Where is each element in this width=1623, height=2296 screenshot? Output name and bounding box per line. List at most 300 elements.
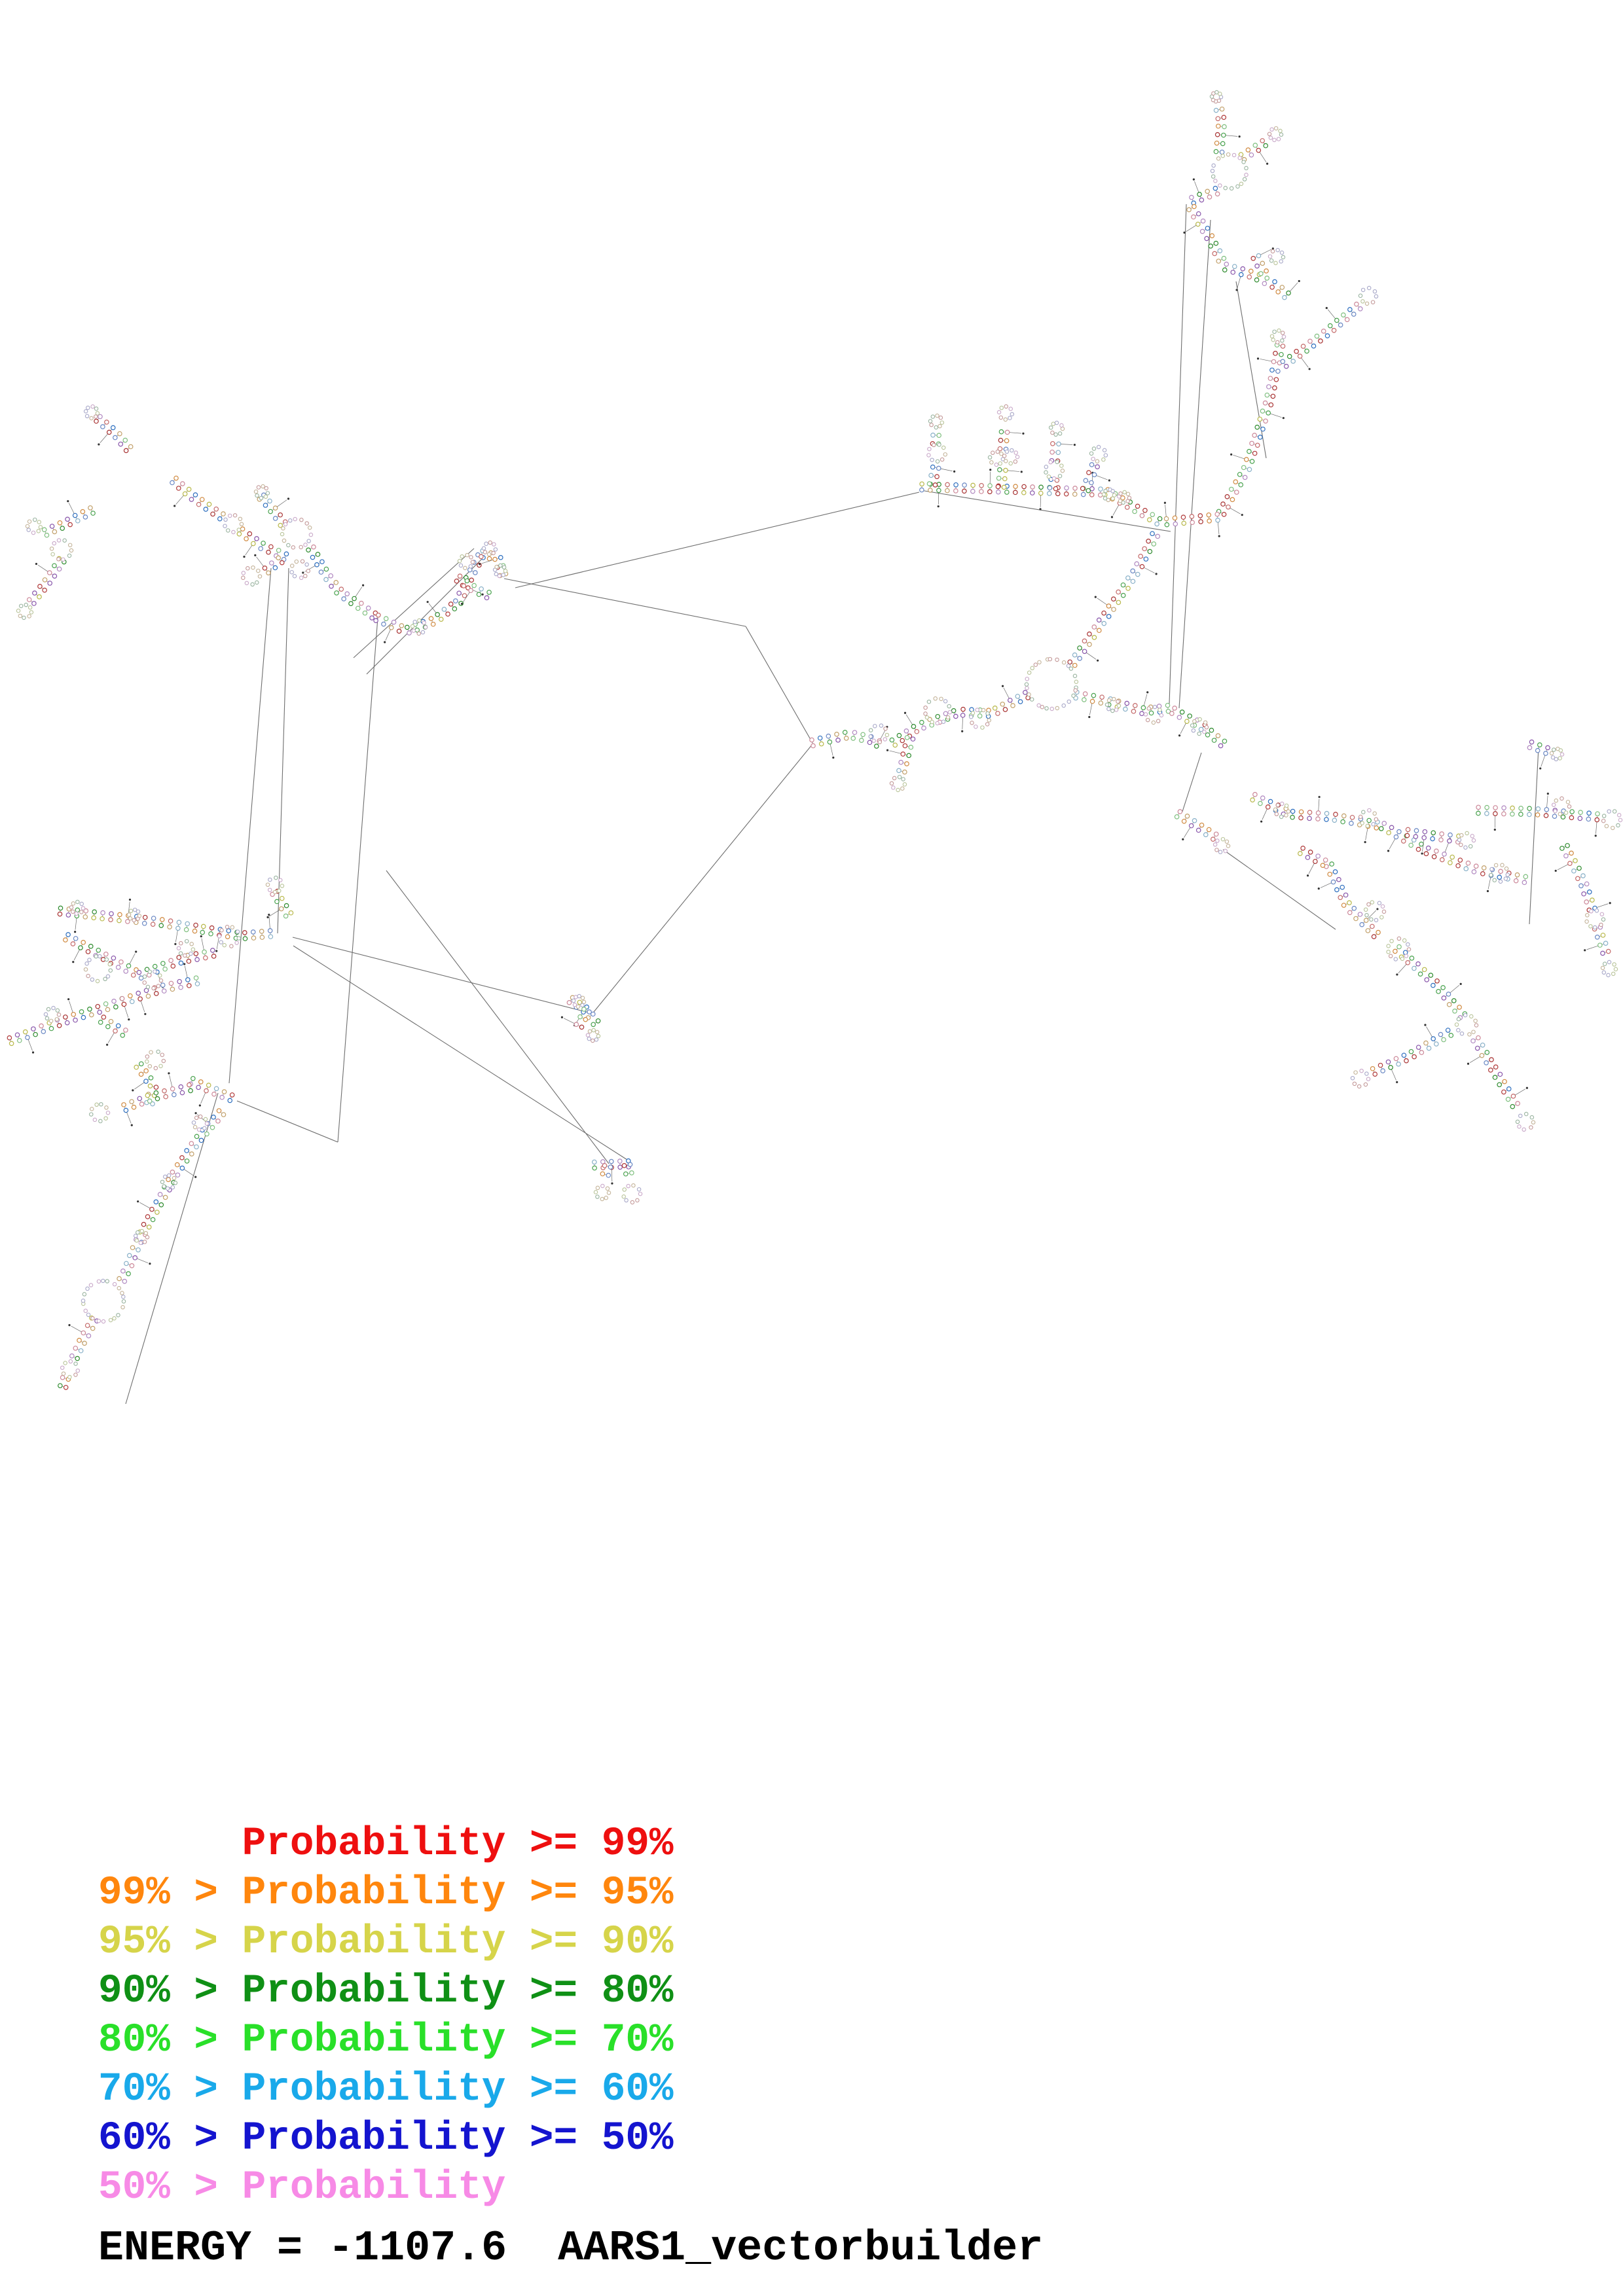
nucleotide-dot [1089, 480, 1093, 484]
nucleotide-dot [1218, 249, 1222, 253]
nucleotide-dot [1221, 502, 1225, 506]
loop-nucleotide-dot [495, 565, 498, 568]
loop-nucleotide-dot [173, 1181, 177, 1185]
loop-nucleotide-dot [1214, 179, 1217, 183]
helix-chain-38 [302, 545, 377, 620]
nucleotide-dot [960, 713, 964, 717]
loop-nucleotide-dot [971, 711, 974, 715]
loop-nucleotide-dot [1551, 756, 1554, 759]
nucleotide-dot [1185, 814, 1189, 818]
nucleotide-dot [266, 550, 270, 554]
nucleotide-dot [1464, 867, 1468, 870]
loop-nucleotide-dot [198, 1115, 202, 1118]
nucleotide-dot [179, 1085, 183, 1088]
loop-nucleotide-dot [869, 728, 872, 732]
nucleotide-dot [120, 1033, 124, 1037]
nucleotide-dot [100, 917, 104, 921]
position-tick [1218, 522, 1219, 534]
nucleotide-dot [1502, 1090, 1506, 1094]
loop-nucleotide-dot [45, 1016, 48, 1020]
nucleotide-dot [920, 482, 924, 486]
loop-nucleotide-dot [217, 935, 221, 938]
nucleotide-dot [169, 981, 173, 985]
loop-nucleotide-dot [1123, 490, 1126, 493]
loop-nucleotide-dot [936, 459, 939, 463]
nucleotide-dot [904, 729, 908, 733]
nucleotide-dot [1276, 290, 1280, 294]
nucleotide-dot [276, 556, 280, 560]
nucleotide-dot [280, 896, 284, 900]
loop-12 [1049, 421, 1064, 436]
nucleotide-dot [274, 516, 278, 520]
nucleotide-dot [1133, 509, 1137, 513]
loop-nucleotide-dot [139, 1241, 142, 1244]
nucleotide-dot [1039, 491, 1043, 495]
nucleotide-dot [263, 503, 267, 507]
loop-nucleotide-dot [152, 986, 155, 990]
connector-line-18 [1182, 753, 1201, 812]
loop-nucleotide-dot [166, 1187, 169, 1190]
position-label-mark [106, 1044, 108, 1046]
nucleotide-dot [1222, 115, 1226, 119]
nucleotide-dot [1207, 195, 1211, 199]
nucleotide-dot [1535, 749, 1539, 753]
nucleotide-dot [1185, 719, 1189, 723]
nucleotide-dot [1140, 514, 1144, 518]
nucleotide-dot [187, 984, 191, 988]
nucleotide-dot [1249, 153, 1253, 157]
nucleotide-dot [1405, 833, 1409, 837]
loop-nucleotide-dot [109, 1318, 112, 1321]
loop-nucleotide-dot [1268, 255, 1271, 258]
nucleotide-dot [1233, 264, 1237, 268]
nucleotide-dot [1092, 473, 1096, 476]
nucleotide-dot [122, 1002, 126, 1006]
nucleotide-dot [320, 560, 324, 564]
nucleotide-dot [915, 730, 919, 734]
nucleotide-dot [903, 744, 907, 747]
nucleotide-dot [1030, 485, 1034, 489]
loop-nucleotide-dot [494, 548, 497, 551]
nucleotide-dot [624, 1172, 628, 1175]
nucleotide-dot [1514, 878, 1518, 882]
loop-nucleotide-dot [1366, 824, 1369, 827]
position-label-mark [98, 443, 100, 445]
nucleotide-dot [1287, 354, 1291, 358]
nucleotide-dot [1205, 733, 1209, 737]
nucleotide-dot [811, 744, 815, 747]
loop-nucleotide-dot [1156, 719, 1159, 723]
nucleotide-dot [247, 531, 251, 535]
nucleotide-dot [105, 1007, 109, 1011]
nucleotide-dot [124, 448, 128, 452]
nucleotide-dot [1247, 275, 1251, 279]
loop-nucleotide-dot [1245, 173, 1248, 176]
nucleotide-dot [1056, 492, 1060, 495]
loop-nucleotide-dot [903, 783, 906, 786]
nucleotide-dot [283, 914, 287, 918]
loop-nucleotide-dot [482, 547, 485, 550]
nucleotide-dot [1345, 317, 1349, 321]
loop-nucleotide-dot [1014, 451, 1017, 454]
nucleotide-dot [109, 912, 113, 916]
loop-47 [26, 518, 42, 534]
nucleotide-dot [1572, 869, 1576, 873]
loop-nucleotide-dot [1273, 808, 1277, 811]
loop-nucleotide-dot [622, 1195, 625, 1198]
loop-nucleotide-dot [1365, 302, 1368, 305]
position-label-mark [1396, 973, 1398, 975]
loop-nucleotide-dot [153, 970, 156, 973]
nucleotide-dot [199, 1080, 203, 1084]
nucleotide-dot [1258, 801, 1262, 805]
position-label-mark [266, 916, 268, 918]
loop-nucleotide-dot [942, 446, 945, 449]
loop-nucleotide-dot [144, 1231, 147, 1234]
nucleotide-dot [185, 1159, 189, 1163]
loop-nucleotide-dot [1027, 671, 1030, 674]
nucleotide-dot [1215, 512, 1219, 516]
loop-16 [1025, 657, 1078, 710]
nucleotide-dot [1311, 344, 1315, 348]
loop-nucleotide-dot [1069, 667, 1072, 670]
loop-nucleotide-dot [143, 1240, 146, 1244]
nucleotide-dot [187, 1083, 191, 1086]
nucleotide-dot [469, 578, 473, 582]
nucleotide-dot [962, 483, 966, 487]
loop-nucleotide-dot [26, 524, 29, 528]
nucleotide-dot [1372, 935, 1376, 939]
nucleotide-dot [1216, 259, 1220, 263]
loop-nucleotide-dot [869, 735, 872, 738]
loop-nucleotide-dot [177, 946, 180, 950]
position-label-mark [1460, 983, 1462, 985]
loop-nucleotide-dot [159, 978, 162, 982]
nucleotide-dot [469, 588, 473, 592]
nucleotide-dot [1409, 1049, 1413, 1053]
loop-nucleotide-dot [1377, 901, 1381, 905]
loop-nucleotide-dot [594, 1038, 598, 1041]
loop-nucleotide-dot [304, 543, 307, 547]
loop-6 [927, 443, 947, 463]
loop-nucleotide-dot [1552, 803, 1556, 806]
nucleotide-dot [71, 1013, 75, 1016]
loop-nucleotide-dot [1367, 903, 1370, 906]
nucleotide-dot [76, 519, 80, 523]
loop-nucleotide-dot [1030, 698, 1033, 701]
nucleotide-dot [260, 935, 264, 939]
nucleotide-dot [1269, 403, 1273, 406]
nucleotide-dot [1431, 836, 1434, 840]
position-tick [1426, 1027, 1432, 1037]
nucleotide-dot [119, 960, 123, 964]
loop-nucleotide-dot [1552, 748, 1556, 751]
loop-nucleotide-dot [623, 1188, 626, 1191]
position-tick [175, 931, 177, 942]
loop-nucleotide-dot [1281, 331, 1285, 334]
nucleotide-dot [1271, 359, 1275, 363]
nucleotide-dot [204, 956, 208, 960]
nucleotide-dot [1002, 485, 1006, 489]
loop-nucleotide-dot [160, 1053, 164, 1056]
loop-nucleotide-dot [1613, 810, 1616, 813]
nucleotide-dot [1389, 1066, 1393, 1069]
nucleotide-dot [468, 567, 472, 571]
loop-nucleotide-dot [167, 1174, 170, 1177]
loop-nucleotide-dot [1114, 708, 1118, 711]
loop-nucleotide-dot [301, 560, 304, 563]
nucleotide-dot [1527, 812, 1531, 816]
helix-chain-17 [1068, 531, 1159, 668]
nucleotide-dot [185, 922, 189, 925]
nucleotide-dot [359, 601, 363, 605]
nucleotide-dot [1112, 597, 1116, 601]
nucleotide-dot [1280, 285, 1284, 289]
nucleotide-dot [180, 1156, 184, 1160]
nucleotide-dot [993, 706, 997, 710]
nucleotide-dot [189, 497, 193, 501]
loop-nucleotide-dot [223, 943, 226, 946]
loop-nucleotide-dot [63, 539, 66, 542]
nucleotide-dot [1417, 1045, 1421, 1049]
nucleotide-dot [1367, 818, 1371, 822]
position-label-mark [135, 950, 137, 952]
nucleotide-dot [73, 937, 77, 941]
loop-nucleotide-dot [1049, 460, 1052, 463]
helix-chain-65 [600, 1164, 612, 1177]
nucleotide-dot [1446, 1028, 1450, 1032]
loop-nucleotide-dot [998, 461, 1002, 465]
nucleotide-dot [101, 425, 105, 429]
loop-nucleotide-dot [987, 719, 991, 722]
loop-60 [127, 908, 141, 922]
nucleotide-dot [1412, 1054, 1416, 1058]
nucleotide-dot [909, 745, 913, 749]
loop-7 [928, 414, 943, 429]
loop-43 [242, 566, 262, 586]
loop-nucleotide-dot [469, 565, 472, 568]
nucleotide-dot [1270, 285, 1274, 289]
nucleotide-dot [1406, 827, 1410, 831]
loop-nucleotide-dot [1464, 846, 1467, 849]
nucleotide-dot [91, 1326, 95, 1330]
nucleotide-dot [836, 738, 840, 742]
nucleotide-dot [268, 935, 272, 939]
loop-nucleotide-dot [113, 1282, 116, 1285]
nucleotide-dot [920, 720, 924, 724]
legend-line-4: 90% > Probability >= 80% [98, 1969, 674, 2014]
loop-nucleotide-dot [1226, 152, 1230, 156]
nucleotide-dot [1334, 812, 1338, 816]
loop-nucleotide-dot [1271, 249, 1274, 253]
nucleotide-dot [1073, 492, 1077, 496]
nucleotide-dot [1271, 394, 1275, 398]
loop-nucleotide-dot [97, 1319, 100, 1322]
loop-nucleotide-dot [940, 457, 943, 461]
nucleotide-dot [1397, 944, 1401, 948]
position-label-mark [1095, 596, 1097, 598]
nucleotide-dot [936, 715, 939, 719]
nucleotide-dot [1493, 806, 1497, 810]
nucleotide-dot [1157, 704, 1161, 708]
loop-52 [84, 954, 112, 982]
nucleotide-dot [144, 1079, 148, 1083]
loop-49 [16, 603, 33, 619]
nucleotide-dot [1446, 992, 1450, 996]
nucleotide-dot [399, 624, 403, 628]
nucleotide-dot [1140, 711, 1144, 715]
nucleotide-dot [928, 488, 932, 492]
nucleotide-dot [897, 768, 901, 772]
position-label-mark [1326, 307, 1328, 309]
loop-nucleotide-dot [1474, 1019, 1477, 1022]
loop-25 [1273, 802, 1290, 818]
nucleotide-dot [1230, 487, 1233, 491]
loop-nucleotide-dot [300, 576, 303, 579]
loop-nucleotide-dot [1062, 660, 1065, 664]
nucleotide-dot [154, 1200, 158, 1204]
nucleotide-dot [312, 545, 316, 549]
loop-nucleotide-dot [1047, 475, 1050, 478]
loop-nucleotide-dot [1089, 452, 1093, 455]
nucleotide-dot [1396, 1062, 1400, 1066]
nucleotide-dot [139, 1072, 143, 1076]
position-tick [1097, 476, 1108, 480]
loop-nucleotide-dot [1359, 815, 1362, 818]
loop-5 [1270, 329, 1285, 344]
loop-nucleotide-dot [970, 715, 973, 719]
nucleotide-dot [583, 1017, 587, 1021]
nucleotide-dot [1072, 653, 1076, 656]
position-tick [217, 937, 219, 949]
nucleotide-dot [1435, 979, 1439, 983]
nucleotide-dot [1577, 866, 1581, 870]
position-tick [170, 1075, 172, 1086]
nucleotide-dot [1606, 949, 1610, 953]
loop-nucleotide-dot [1243, 177, 1246, 181]
nucleotide-dot [920, 488, 924, 492]
nucleotide-dot [117, 1024, 120, 1028]
loop-nucleotide-dot [1359, 294, 1362, 297]
loop-nucleotide-dot [1618, 818, 1622, 821]
position-label-mark [461, 603, 463, 605]
loop-nucleotide-dot [1470, 1014, 1473, 1018]
nucleotide-dot [170, 987, 174, 991]
nucleotide-dot [1402, 1053, 1406, 1057]
nucleotide-dot [1090, 699, 1094, 703]
loop-nucleotide-dot [1215, 848, 1218, 852]
connector-line-6 [746, 626, 812, 743]
position-tick [1450, 985, 1459, 993]
nucleotide-dot [1352, 906, 1356, 910]
nucleotide-dot [1448, 833, 1452, 837]
nucleotide-dot [452, 607, 456, 611]
nucleotide-dot [1005, 430, 1009, 434]
helix-chain-57 [189, 1077, 234, 1107]
loop-nucleotide-dot [94, 407, 98, 410]
position-label-mark [989, 469, 991, 471]
loop-nucleotide-dot [1274, 261, 1277, 264]
loop-nucleotide-dot [52, 541, 56, 545]
loop-nucleotide-dot [1279, 815, 1283, 818]
nucleotide-dot [1406, 961, 1410, 965]
nucleotide-dot [315, 563, 319, 567]
nucleotide-dot [33, 591, 37, 595]
loop-nucleotide-dot [1394, 958, 1397, 961]
helix-chain-60 [68, 1316, 99, 1361]
helix-chain-45 [94, 414, 133, 452]
loop-nucleotide-dot [1193, 719, 1196, 723]
loop-nucleotide-dot [1602, 814, 1605, 817]
nucleotide-dot [280, 560, 284, 564]
loop-nucleotide-dot [1004, 459, 1008, 463]
nucleotide-dot [1082, 649, 1086, 653]
loop-nucleotide-dot [1364, 1083, 1367, 1086]
nucleotide-dot [473, 571, 477, 575]
loop-nucleotide-dot [90, 1107, 94, 1111]
loop-nucleotide-dot [251, 566, 255, 569]
nucleotide-dot [200, 497, 204, 501]
nucleotide-dot [211, 954, 215, 958]
nucleotide-dot [1205, 226, 1209, 230]
nucleotide-dot [1230, 497, 1234, 501]
nucleotide-dot [988, 490, 992, 493]
loop-nucleotide-dot [145, 1060, 149, 1063]
nucleotide-dot [1332, 818, 1336, 822]
loop-nucleotide-dot [306, 569, 310, 573]
loop-nucleotide-dot [68, 543, 71, 547]
loop-4 [1359, 286, 1377, 305]
nucleotide-dot [493, 557, 497, 561]
nucleotide-dot [1305, 349, 1309, 353]
loop-nucleotide-dot [88, 958, 91, 961]
loop-nucleotide-dot [80, 902, 83, 905]
position-tick [108, 1033, 114, 1043]
nucleotide-dot [1220, 107, 1224, 111]
nucleotide-dot [37, 595, 41, 599]
nucleotide-dot [1222, 512, 1226, 516]
nucleotide-dot [1204, 833, 1208, 836]
loop-nucleotide-dot [1281, 255, 1285, 259]
loop-nucleotide-dot [1276, 340, 1279, 344]
position-label-mark [1039, 508, 1041, 510]
loop-nucleotide-dot [90, 1113, 93, 1116]
loop-nucleotide-dot [282, 539, 285, 542]
loop-42 [290, 560, 310, 580]
nucleotide-dot [435, 613, 439, 617]
position-label-mark [1239, 135, 1241, 137]
nucleotide-dot [1410, 956, 1413, 960]
nucleotide-dot [1510, 1104, 1514, 1108]
loop-nucleotide-dot [62, 558, 65, 561]
position-tick [28, 1039, 32, 1050]
nucleotide-dot [194, 1134, 198, 1138]
position-label-mark [561, 1016, 563, 1018]
loop-nucleotide-dot [305, 563, 308, 566]
loop-nucleotide-dot [986, 711, 989, 715]
nucleotide-dot [935, 475, 939, 478]
loop-nucleotide-dot [604, 1196, 608, 1199]
helix-chain-34 [1584, 925, 1611, 955]
loop-nucleotide-dot [86, 406, 90, 409]
loop-nucleotide-dot [33, 518, 37, 521]
position-tick [1165, 505, 1167, 516]
nucleotide-dot [212, 1092, 216, 1096]
nucleotide-dot [1578, 816, 1582, 820]
nucleotide-dot [289, 911, 293, 915]
nucleotide-dot [58, 1384, 62, 1388]
loop-nucleotide-dot [235, 941, 238, 944]
